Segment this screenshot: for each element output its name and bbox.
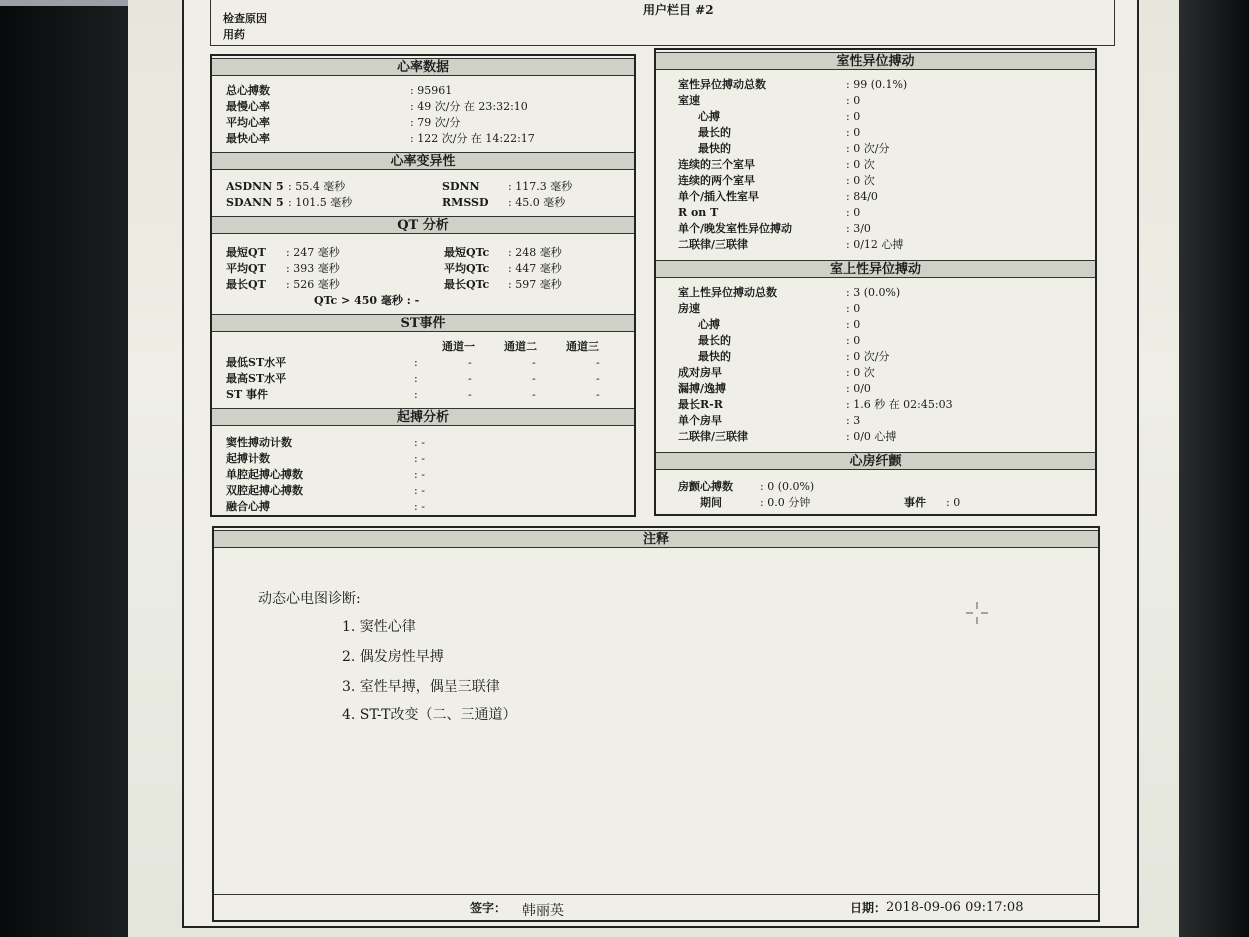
st-row-label: 最低ST水平 bbox=[226, 356, 287, 369]
qt-left-label-1: 平均QT bbox=[226, 262, 266, 275]
ventricular-value: : 0 次 bbox=[846, 158, 875, 171]
st-row-value: - bbox=[468, 388, 472, 401]
ventricular-label: 室性异位搏动总数 bbox=[678, 78, 766, 91]
notes-item-3: 3. 室性早搏，偶呈三联律 bbox=[342, 679, 500, 695]
st-row-value: - bbox=[596, 356, 600, 369]
ventricular-label: 心搏 bbox=[698, 110, 720, 123]
right-panel bbox=[654, 48, 1097, 516]
supra-label: 二联律/三联律 bbox=[678, 430, 749, 443]
supra-value: : 0 次/分 bbox=[846, 350, 890, 363]
supra-value: : 0/0 心搏 bbox=[846, 430, 897, 443]
monitor-bezel-left bbox=[0, 0, 128, 937]
hr-value: : 122 次/分 在 14:22:17 bbox=[410, 132, 535, 145]
hr-value: : 49 次/分 在 23:32:10 bbox=[410, 100, 528, 113]
qt-left-value-1: : 393 毫秒 bbox=[286, 262, 340, 275]
ventricular-value: : 0 bbox=[846, 126, 861, 139]
ventricular-value: : 3/0 bbox=[846, 222, 871, 235]
ventricular-value: : 0 次/分 bbox=[846, 142, 890, 155]
supra-label: 漏搏/逸搏 bbox=[678, 382, 727, 395]
st-row-colon: : bbox=[414, 388, 418, 401]
st-row-colon: : bbox=[414, 372, 418, 385]
supra-label: 心搏 bbox=[698, 318, 720, 331]
header-title: 用户栏目 #2 bbox=[643, 3, 714, 17]
pacing-title: 起搏分析 bbox=[212, 408, 634, 426]
qt-right-value-2: : 597 毫秒 bbox=[508, 278, 562, 291]
ventricular-label: 连续的两个室早 bbox=[678, 174, 755, 187]
ventricular-value: : 0 bbox=[846, 110, 861, 123]
footer-divider bbox=[214, 894, 1098, 895]
notes-item-2: 2. 偶发房性早搏 bbox=[342, 649, 444, 665]
af-title: 心房纤颤 bbox=[656, 452, 1095, 470]
qt-right-label-2: 最长QTc bbox=[444, 278, 490, 291]
st-row-label: 最高ST水平 bbox=[226, 372, 287, 385]
qt-left-label-0: 最短QT bbox=[226, 246, 266, 259]
ventricular-label: 单个/插入性室早 bbox=[678, 190, 760, 203]
notes-heading: 动态心电图诊断: bbox=[258, 591, 361, 607]
notes-panel bbox=[212, 526, 1100, 922]
monitor-bezel-right bbox=[1179, 0, 1249, 937]
notes-item-1: 1. 窦性心律 bbox=[342, 619, 416, 635]
ventricular-label: 单个/晚发室性异位搏动 bbox=[678, 222, 793, 235]
hr-title: 心率数据 bbox=[212, 58, 634, 76]
medication-label: 用药 bbox=[223, 28, 245, 41]
af-duration-value: : 0.0 分钟 bbox=[760, 496, 811, 509]
supra-title: 室上性异位搏动 bbox=[656, 260, 1095, 278]
af-events-label: 事件 bbox=[904, 496, 926, 509]
qtc-over-450: QTc > 450 毫秒 : - bbox=[314, 294, 420, 307]
supra-label: 最长的 bbox=[698, 334, 731, 347]
st-title: ST事件 bbox=[212, 314, 634, 332]
st-row-value: - bbox=[532, 372, 536, 385]
qt-right-value-0: : 248 毫秒 bbox=[508, 246, 562, 259]
supra-value: : 0 次 bbox=[846, 366, 875, 379]
header-box bbox=[210, 0, 1115, 46]
qt-right-value-1: : 447 毫秒 bbox=[508, 262, 562, 275]
window-edge bbox=[0, 0, 128, 6]
supra-label: 室上性异位搏动总数 bbox=[678, 286, 777, 299]
qt-right-label-1: 平均QTc bbox=[444, 262, 490, 275]
notes-title: 注释 bbox=[214, 530, 1098, 548]
pacing-label: 窦性搏动计数 bbox=[226, 436, 292, 449]
sign-name: 韩丽英 bbox=[522, 903, 564, 919]
st-row-value: - bbox=[468, 372, 472, 385]
pacing-label: 起搏计数 bbox=[226, 452, 270, 465]
supra-value: : 0/0 bbox=[846, 382, 871, 395]
supra-label: 单个房早 bbox=[678, 414, 722, 427]
hr-label: 总心搏数 bbox=[226, 84, 270, 97]
st-row-value: - bbox=[532, 356, 536, 369]
af-events-value: : 0 bbox=[946, 496, 961, 509]
ventricular-label: 连续的三个室早 bbox=[678, 158, 755, 171]
ventricular-value: : 84/0 bbox=[846, 190, 878, 203]
crosshair-cursor-icon bbox=[966, 602, 988, 624]
supra-label: 成对房早 bbox=[678, 366, 722, 379]
st-row-value: - bbox=[596, 388, 600, 401]
qt-title: QT 分析 bbox=[212, 216, 634, 234]
pacing-label: 单腔起搏心搏数 bbox=[226, 468, 303, 481]
hr-label: 最快心率 bbox=[226, 132, 270, 145]
hrv-left-value-1: : 101.5 毫秒 bbox=[288, 196, 353, 209]
date-value: 2018-09-06 09:17:08 bbox=[886, 900, 1024, 915]
hrv-right-value-1: : 45.0 毫秒 bbox=[508, 196, 566, 209]
supra-value: : 0 bbox=[846, 302, 861, 315]
st-row-value: - bbox=[468, 356, 472, 369]
qt-right-label-0: 最短QTc bbox=[444, 246, 490, 259]
pacing-value: : - bbox=[414, 452, 425, 465]
st-channel-3: 通道三 bbox=[566, 340, 599, 353]
st-row-value: - bbox=[532, 388, 536, 401]
supra-value: : 0 bbox=[846, 318, 861, 331]
st-row-value: - bbox=[596, 372, 600, 385]
hr-label: 最慢心率 bbox=[226, 100, 270, 113]
reason-label: 检查原因 bbox=[223, 12, 267, 25]
ventricular-label: 最长的 bbox=[698, 126, 731, 139]
qt-left-value-0: : 247 毫秒 bbox=[286, 246, 340, 259]
pacing-value: : - bbox=[414, 436, 425, 449]
supra-value: : 3 (0.0%) bbox=[846, 286, 901, 299]
hr-label: 平均心率 bbox=[226, 116, 270, 129]
sign-label: 签字： bbox=[470, 901, 507, 915]
hrv-left-value-0: : 55.4 毫秒 bbox=[288, 180, 346, 193]
hr-value: : 79 次/分 bbox=[410, 116, 461, 129]
pacing-value: : - bbox=[414, 500, 425, 513]
ventricular-label: 二联律/三联律 bbox=[678, 238, 749, 251]
report-page bbox=[182, 0, 1139, 928]
date-label: 日期： bbox=[850, 901, 887, 915]
st-row-colon: : bbox=[414, 356, 418, 369]
af-beats-value: : 0 (0.0%) bbox=[760, 480, 815, 493]
supra-value: : 1.6 秒 在 02:45:03 bbox=[846, 398, 953, 411]
supra-label: 最长R-R bbox=[678, 398, 723, 411]
pacing-value: : - bbox=[414, 468, 425, 481]
st-channel-1: 通道一 bbox=[442, 340, 475, 353]
hrv-right-value-0: : 117.3 毫秒 bbox=[508, 180, 573, 193]
supra-label: 房速 bbox=[678, 302, 700, 315]
left-panel bbox=[210, 54, 636, 517]
st-channel-2: 通道二 bbox=[504, 340, 537, 353]
pacing-label: 双腔起搏心搏数 bbox=[226, 484, 303, 497]
notes-item-4: 4. ST-T改变（二、三通道） bbox=[342, 707, 517, 723]
supra-label: 最快的 bbox=[698, 350, 731, 363]
qt-left-label-2: 最长QT bbox=[226, 278, 266, 291]
supra-value: : 3 bbox=[846, 414, 861, 427]
af-beats-label: 房颤心搏数 bbox=[678, 480, 733, 493]
pacing-value: : - bbox=[414, 484, 425, 497]
ventricular-value: : 0 bbox=[846, 206, 861, 219]
ventricular-title: 室性异位搏动 bbox=[656, 52, 1095, 70]
ventricular-value: : 0/12 心搏 bbox=[846, 238, 904, 251]
hrv-right-label-0: SDNN bbox=[442, 180, 480, 193]
ventricular-value: : 0 次 bbox=[846, 174, 875, 187]
ventricular-value: : 0 bbox=[846, 94, 861, 107]
hrv-left-label-0: ASDNN 5 bbox=[226, 180, 284, 193]
pacing-label: 融合心搏 bbox=[226, 500, 270, 513]
supra-value: : 0 bbox=[846, 334, 861, 347]
hrv-right-label-1: RMSSD bbox=[442, 196, 489, 209]
qt-left-value-2: : 526 毫秒 bbox=[286, 278, 340, 291]
af-duration-label: 期间 bbox=[700, 496, 722, 509]
ventricular-label: 最快的 bbox=[698, 142, 731, 155]
hrv-left-label-1: SDANN 5 bbox=[226, 196, 284, 209]
ventricular-label: R on T bbox=[678, 206, 719, 219]
ventricular-value: : 99 (0.1%) bbox=[846, 78, 908, 91]
hrv-title: 心率变异性 bbox=[212, 152, 634, 170]
st-row-label: ST 事件 bbox=[226, 388, 268, 401]
hr-value: : 95961 bbox=[410, 84, 453, 97]
ventricular-label: 室速 bbox=[678, 94, 700, 107]
